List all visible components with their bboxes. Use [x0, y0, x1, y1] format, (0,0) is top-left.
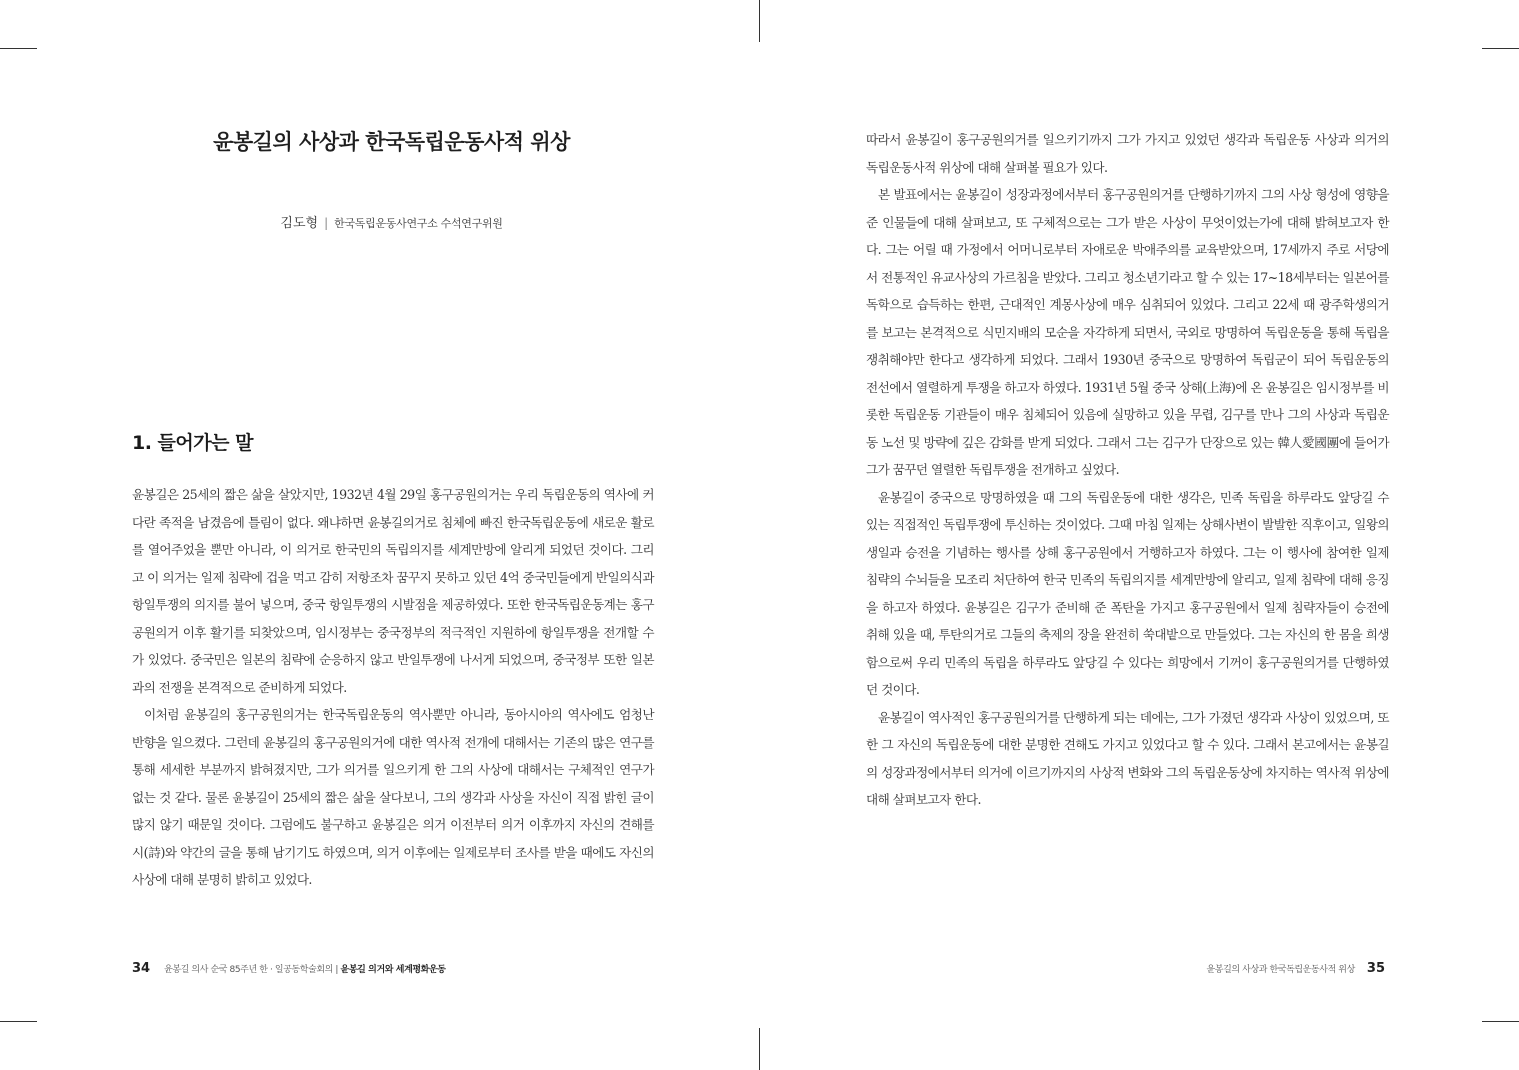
running-head-bold: 윤봉길 의거와 세계평화운동	[340, 965, 446, 975]
footer-right	[1207, 957, 1385, 976]
paragraph: 윤봉길이 역사적인 홍구공원의거를 단행하게 되는 데에는, 그가 가졌던 생각과 사상이 있었으며, 또한 그 자신의 독립운동에 대한 분명한 견해도 가지고 있었다고 할 수 있다. 그래서 본고에서는 윤봉길의 성장과정에서부터 의거에 이르기까지의 사상적 변화와 그의 독립운동상에 차지하는 역사적 위상에 대해 살펴보고자 한다.	[866, 709, 1389, 807]
byline	[130, 212, 653, 231]
running-head: 윤봉길의 사상과 한국독립운동사적 위상	[1206, 965, 1355, 975]
right-page	[760, 0, 1519, 1070]
paragraph: 이처럼 윤봉길의 홍구공원의거는 한국독립운동의 역사뿐만 아니라, 동아시아의 역사에도 엄청난 반향을 일으켰다. 그런데 윤봉길의 홍구공원의거에 대한 역사적 전개에 대해서는 기존의 많은 연구를 통해 세세한 부분까지 밝혀졌지만, 그가 의거를 일으키게 한 그의 사상에 대해서는 구체적인 연구가 없는 것 같다. 물론 윤봉길이 25세의 짧은 삶을 살다보니, 그의 생각과 사상을 자신이 직접 밝힌 글이 많지 않기 때문일 것이다. 그럼에도 불구하고 윤봉길은 의거 이전부터 의거 이후까지 자신의 견해를 시(詩)와 약간의 글을 통해 남기기도 하였으며, 의거 이후에는 일제로부터 조사를 받을 때에도 자신의 사상에 대해 분명히 밝히고 있었다.	[132, 707, 654, 887]
paragraph: 따라서 윤봉길이 홍구공원의거를 일으키기까지 그가 가지고 있었던 생각과 독립운동 사상과 의거의 독립운동사적 위상에 대해 살펴볼 필요가 있다.	[866, 132, 1389, 175]
running-head	[164, 965, 445, 975]
byline-separator: |	[324, 216, 329, 230]
author-affiliation: 한국독립운동사연구소 수석연구위원	[334, 217, 503, 230]
author-name: 김도형	[280, 216, 319, 231]
running-head-prefix: 윤봉길 의사 순국 85주년 한 · 일공동학술회의 |	[164, 965, 339, 975]
paragraph: 윤봉길이 중국으로 망명하였을 때 그의 독립운동에 대한 생각은, 민족 독립을 하루라도 앞당길 수 있는 직접적인 독립투쟁에 투신하는 것이었다. 그때 마침 일제는 상해사변이 발발한 직후이고, 일왕의 생일과 승전을 기념하는 행사를 상해 홍구공원에서 거행하고자 하였다. 그는 이 행사에 참여한 일제 침략의 수뇌들을 모조리 처단하여 한국 민족의 독립의지를 세계만방에 알리고, 일제 침략에 대해 응징을 하고자 하였다. 윤봉길은 김구가 준비해 준 폭탄을 가지고 홍구공원에서 일제 침략자들이 승전에 취해 있을 때, 투탄의거로 그들의 축제의 장을 완전히 쑥대밭으로 만들었다. 그는 자신의 한 몸을 희생함으로써 우리 민족의 독립을 하루라도 앞당길 수 있다는 희망에서 기꺼이 홍구공원의거를 단행하였던 것이다.	[866, 489, 1389, 697]
page-number: 35	[1366, 961, 1385, 976]
page-number: 34	[132, 961, 151, 976]
paragraph: 본 발표에서는 윤봉길이 성장과정에서부터 홍구공원의거를 단행하기까지 그의 사상 형성에 영향을 준 인물들에 대해 살펴보고, 또 구체적으로는 그가 받은 사상이 무엇이었는가에 대해 밝혀보고자 한다. 그는 어릴 때 가정에서 어머니로부터 자애로운 박애주의를 교육받았으며, 17세까지 주로 서당에서 전통적인 유교사상의 가르침을 받았다. 그리고 청소년기라고 할 수 있는 17~18세부터는 일본어를 독학으로 습득하는 한편, 근대적인 계몽사상에 매우 심취되어 있었다. 그리고 22세 때 광주학생의거를 보고는 본격적으로 식민지배의 모순을 자각하게 되면서, 국외로 망명하여 독립운동을 통해 독립을 쟁취해야만 한다고 생각하게 되었다. 그래서 1930년 중국으로 망명하여 독립군이 되어 독립운동의 전선에서 열렬하게 투쟁을 하고자 하였다. 1931년 5월 중국 상해(上海)에 온 윤봉길은 임시정부를 비롯한 독립운동 기관들이 매우 침체되어 있음에 실망하고 있을 무렵, 김구를 만나 그의 사상과 독립운동 노선 및 방략에 깊은 감화를 받게 되었다. 그래서 그는 김구가 단장으로 있는 韓人愛國團에 들어가 그가 꿈꾸던 열렬한 독립투쟁을 전개하고 싶었다.	[866, 187, 1389, 477]
paper-title: 윤봉길의 사상과 한국독립운동사적 위상	[213, 129, 570, 154]
body-text-left	[132, 481, 654, 894]
body-text-right	[866, 126, 1389, 814]
section-heading: 1. 들어가는 말	[132, 432, 253, 454]
paragraph: 윤봉길은 25세의 짧은 삶을 살았지만, 1932년 4월 29일 홍구공원의거는 우리 독립운동의 역사에 커다란 족적을 남겼음에 틀림이 없다. 왜냐하면 윤봉길의거로 침체에 빠진 한국독립운동에 새로운 활로를 열어주었을 뿐만 아니라, 이 의거로 한국민의 독립의지를 세계만방에 알리게 되었던 것이다. 그리고 이 의거는 일제 침략에 겁을 먹고 감히 저항조차 꿈꾸지 못하고 있던 4억 중국민들에게 반일의식과 항일투쟁의 의지를 불어 넣으며, 중국 항일투쟁의 시발점을 제공하였다. 또한 한국독립운동계는 홍구공원의거 이후 활기를 되찾았으며, 임시정부는 중국정부의 적극적인 지원하에 항일투쟁을 전개할 수가 있었다. 중국민은 일본의 침략에 순응하지 않고 반일투쟁에 나서게 되었으며, 중국정부 또한 일본과의 전쟁을 본격적으로 준비하게 되었다.	[132, 487, 654, 695]
footer-left	[132, 957, 446, 976]
